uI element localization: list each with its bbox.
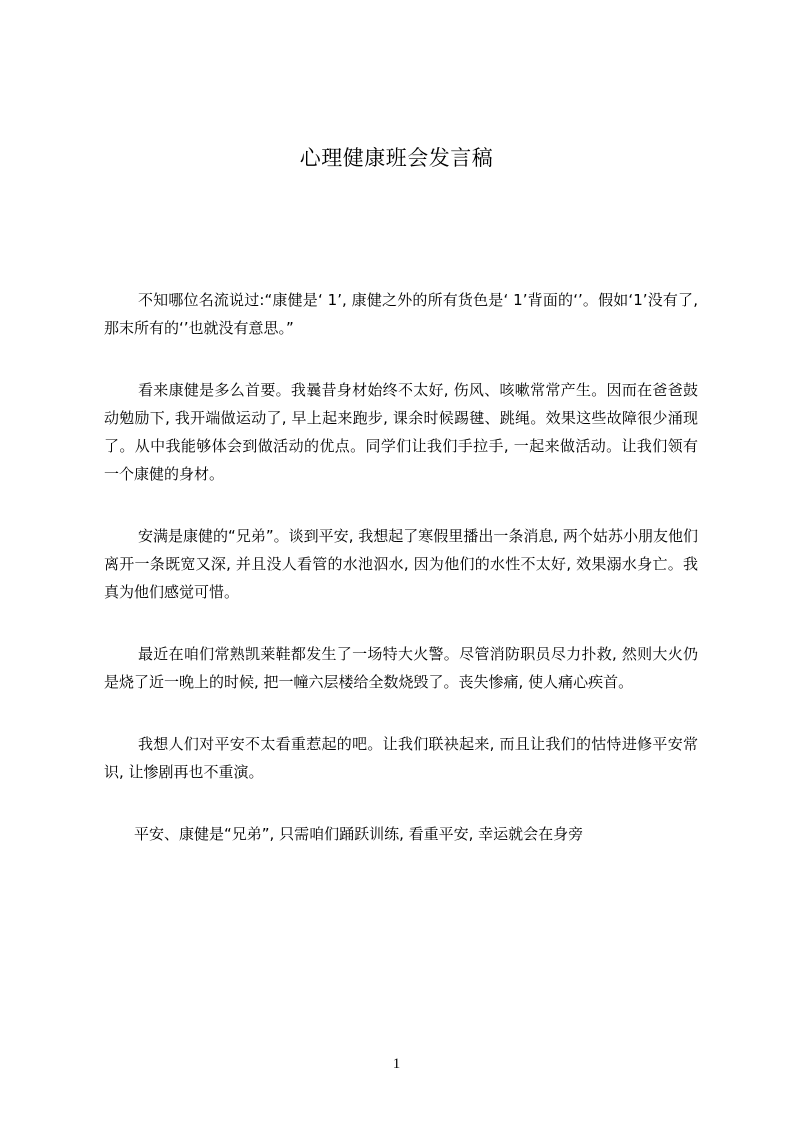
paragraph-5: 我想人们对平安不太看重惹起的吧。让我们联袂起来, 而且让我们的怙恃进修平安常识, 让惨剧再也不重演。 (104, 735, 698, 781)
paragraph-3: 安满是康健的“兄弟”。谈到平安, 我想起了寒假里播出一条消息, 两个姑苏小朋友他们离开一条既宽又深, 并且没人看管的水池泅水, 因为他们的水性不太好, 效果溺水身亡。我真为他们感觉可惜。 (104, 527, 698, 601)
paragraph-2: 看来康健是多么首要。我曩昔身材始终不太好, 伤风、咳嗽常常产生。因而在爸爸鼓动勉励下, 我开端做运动了, 早上起来跑步, 课余时候踢毽、跳绳。效果这些故障很少涌现了。从中我能够体会到做活动的优点。同学们让我们手拉手, 一起来做活动。让我们领有一个康健的身材。 (104, 381, 698, 483)
paragraph-1: 不知哪位名流说过:“康健是‘ 1’, 康健之外的所有货色是‘ 1’背面的‘’。假如‘1’没有了, 那末所有的‘’也就没有意思。” (104, 291, 698, 337)
page-title: 心理健康班会发言稿 (299, 146, 494, 170)
page-number: 1 (392, 1056, 401, 1072)
paragraph-4: 最近在咱们常熟凯莱鞋都发生了一场特大火警。尽管消防职员尽力扑救, 然则大火仍是烧了近一晚上的时候, 把一幢六层楼给全数烧毁了。丧失惨痛, 使人痛心疾首。 (104, 645, 698, 691)
paragraph-6: 平安、康健是“兄弟”, 只需咱们踊跃训练, 看重平安, 幸运就会在身旁 (134, 825, 584, 843)
document-body (104, 286, 698, 882)
